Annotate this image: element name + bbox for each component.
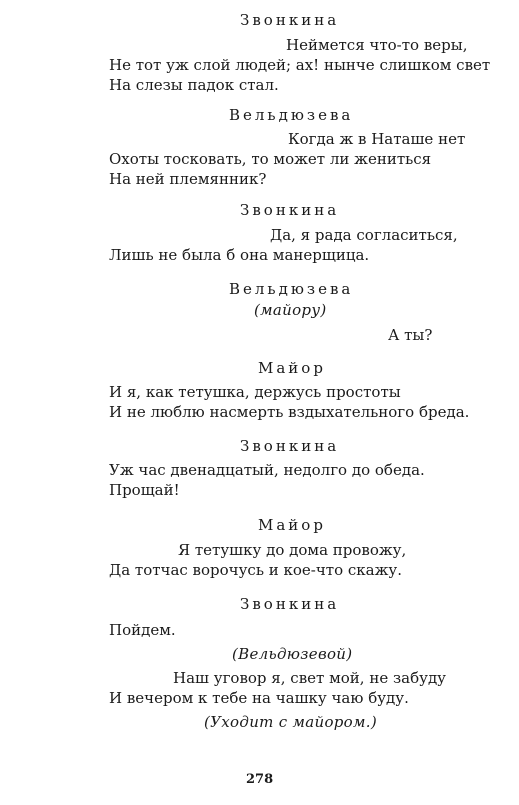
verse-line: Охоты тосковать, то может ли жениться [109,150,432,168]
verse-line: Да, я рада согласиться, [270,226,458,244]
verse-line: Не тот уж слой людей; ах! нынче слишком свет [109,56,491,74]
stage-direction: (майору) [254,301,327,319]
verse-line: Уж час двенадцатый, недолго до обеда. [109,461,425,479]
speaker-name: Звонкина [240,11,340,29]
verse-line: Неймется что-то веры, [286,36,468,54]
verse-line: И я, как тетушка, держусь простоты [109,383,401,401]
page-number: 278 [246,772,274,787]
verse-line: Наш уговор я, свет мой, не забуду [173,669,447,687]
verse-line: Лишь не была б она манерщица. [109,246,370,264]
speaker-name: Звонкина [240,201,340,219]
speaker-name: Вельдюзева [229,106,354,124]
verse-line: На слезы падок стал. [109,76,279,94]
verse-line: Прощай! [109,481,180,499]
verse-line: Пойдем. [109,621,176,639]
speaker-name: Майор [258,516,326,534]
verse-line: А ты? [388,326,433,344]
speaker-name: Майор [258,359,326,377]
verse-line: И вечером к тебе на чашку чаю буду. [109,689,409,707]
speaker-name: Вельдюзева [229,280,354,298]
speaker-name: Звонкина [240,595,340,613]
stage-direction: (Уходит с майором.) [204,713,377,731]
verse-line: Когда ж в Наташе нет [288,130,466,148]
verse-line: На ней племянник? [109,170,267,188]
verse-line: Я тетушку до дома провожу, [178,541,407,559]
verse-line: И не люблю насмерть вздыхательного бреда. [109,403,470,421]
speaker-name: Звонкина [240,437,340,455]
verse-line: Да тотчас ворочусь и кое-что скажу. [109,561,402,579]
stage-direction: (Вельдюзевой) [232,645,353,663]
